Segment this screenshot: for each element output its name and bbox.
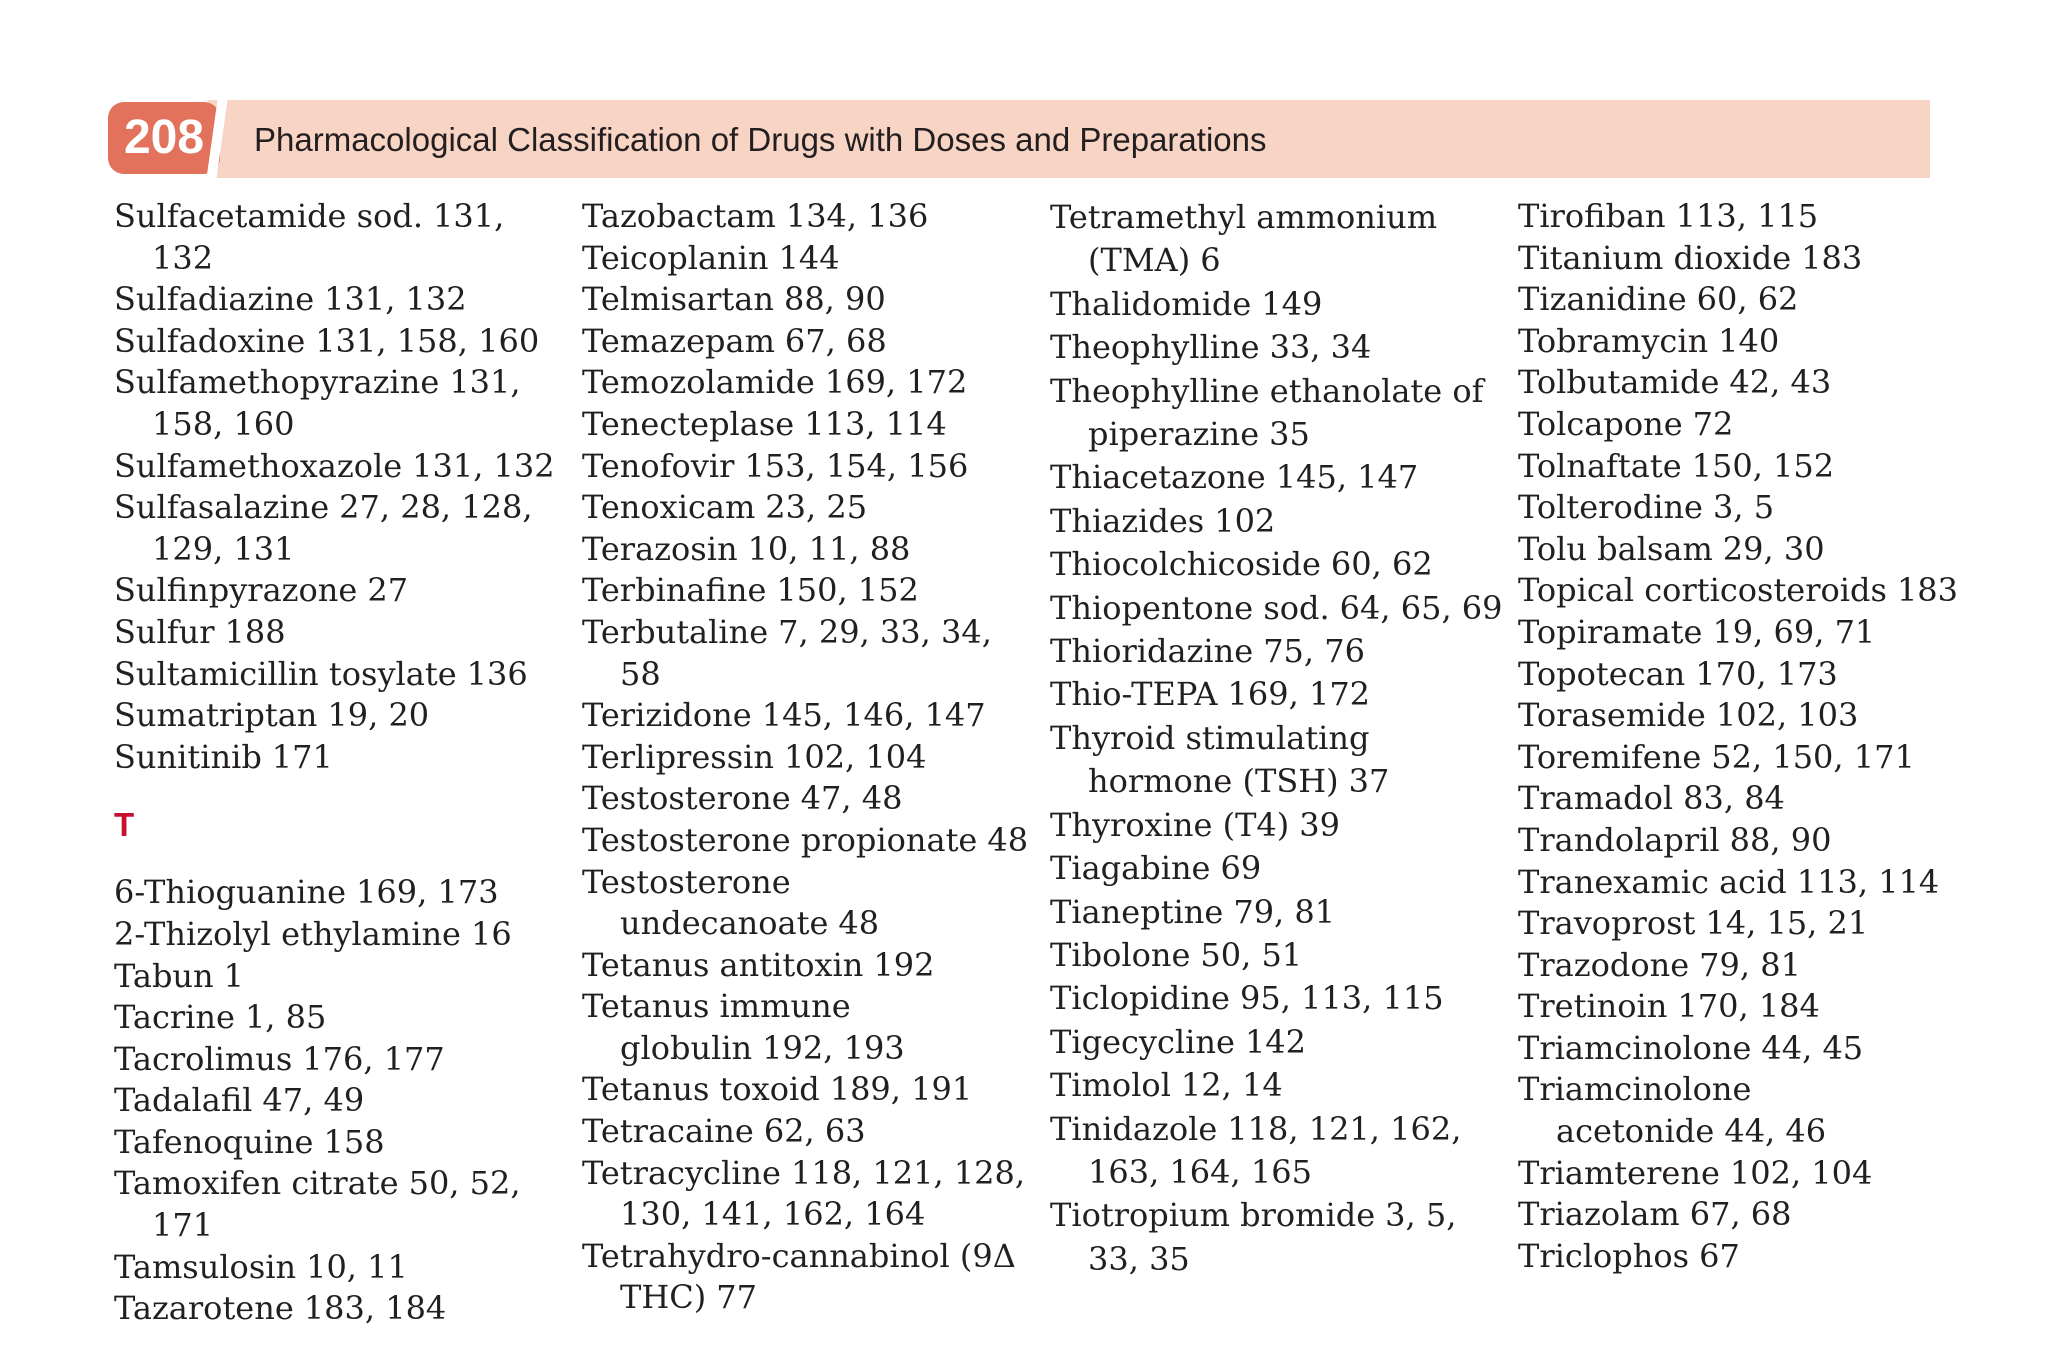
index-page-refs: 47, 49 [262, 1081, 365, 1120]
index-entry [114, 914, 574, 956]
index-entry [114, 362, 574, 445]
index-entry [1518, 862, 1978, 904]
index-page-refs: 95, 113, 115 [1239, 979, 1444, 1018]
index-page-refs: 140 [1718, 321, 1780, 360]
index-term: Triamterene [1518, 1153, 1720, 1192]
index-entry [582, 529, 1042, 571]
index-page-refs: 102, 103 [1715, 696, 1859, 735]
index-entry [582, 404, 1042, 446]
index-term: Tiotropium bromide [1050, 1196, 1376, 1235]
index-page-refs: 113, 114 [804, 404, 947, 443]
index-page-refs: 77 [716, 1278, 757, 1317]
index-column-1 [114, 196, 574, 1330]
index-term: Toremifene [1518, 737, 1702, 776]
index-page-refs: 169, 172 [1227, 675, 1371, 714]
index-page-refs: 27 [367, 571, 409, 610]
index-term: Triamcinolone [1518, 1028, 1752, 1067]
index-term: Titanium dioxide [1518, 238, 1792, 277]
index-page-refs: 170, 173 [1695, 654, 1838, 693]
index-page-refs: 44, 46 [1724, 1112, 1827, 1151]
index-term: Terlipressin [582, 737, 774, 776]
index-entry [114, 487, 574, 570]
index-term: Teicoplanin [582, 238, 769, 277]
index-term: Tamoxifen citrate [114, 1164, 399, 1203]
index-page-refs: 88, 90 [783, 280, 886, 319]
index-term: Tazarotene [114, 1289, 294, 1328]
index-term: Torasemide [1518, 696, 1706, 735]
index-page-refs: 29, 30 [1722, 529, 1825, 568]
index-term: Sultamicillin tosylate [114, 654, 457, 693]
index-entry [114, 570, 574, 612]
index-term: Thiazides [1050, 501, 1205, 540]
index-term: Testosterone propionate [582, 820, 978, 859]
index-page-refs: 192 [873, 945, 935, 984]
index-page-refs: 10, 11 [306, 1247, 408, 1286]
index-page-refs: 150, 152 [1691, 446, 1835, 485]
index-page-refs: 118, 121, 128, 130, 141, 162, 164 [620, 1153, 1026, 1234]
index-entry [114, 737, 574, 779]
index-term: Thyroxine (T4) [1050, 805, 1290, 844]
index-page-refs: 79, 81 [1233, 892, 1336, 931]
index-entry [1050, 543, 1510, 586]
index-entry [1518, 820, 1978, 862]
index-entry [1050, 934, 1510, 977]
index-entry [1518, 778, 1978, 820]
index-term: Topical corticosteroids [1518, 571, 1887, 610]
index-entry [1518, 986, 1978, 1028]
index-entry [1518, 362, 1978, 404]
index-page-refs: 118, 121, 162, 163, 164, 165 [1088, 1109, 1462, 1191]
index-term: Tetanus immune globulin [582, 987, 851, 1067]
index-entry [1518, 238, 1978, 280]
index-term: Sulfasalazine [114, 488, 330, 527]
index-term: Topiramate [1518, 612, 1703, 651]
index-page-refs: 131, 158, 160 [152, 363, 521, 443]
index-entry [1518, 1153, 1978, 1195]
index-page-refs: 1, 85 [244, 998, 327, 1037]
index-term: Thiocolchicoside [1050, 545, 1321, 584]
index-term: Tolu balsam [1518, 529, 1713, 568]
index-term: Tobramycin [1518, 321, 1709, 360]
index-term: Tetanus antitoxin [582, 945, 864, 984]
index-term: Ticlopidine [1050, 979, 1230, 1018]
index-page-refs: 189, 191 [829, 1070, 973, 1109]
index-page-refs: 16 [470, 914, 512, 953]
index-term: Triamcinolone acetonide [1518, 1070, 1752, 1151]
index-page-refs: 171 [271, 737, 333, 776]
index-entry [582, 321, 1042, 363]
index-entry [1518, 570, 1978, 612]
index-page-refs: 88, 90 [1729, 820, 1832, 859]
index-page-refs: 149 [1261, 284, 1323, 323]
index-page-refs: 102 [1214, 501, 1276, 540]
index-page-refs: 35 [1269, 415, 1310, 454]
index-term: Tramadol [1518, 779, 1674, 818]
index-term: Tizanidine [1518, 280, 1687, 319]
index-entry [114, 1288, 574, 1330]
index-page-refs: 102, 104 [1729, 1153, 1873, 1192]
index-term: Tolnaftate [1518, 446, 1682, 485]
index-page-refs: 150, 152 [776, 571, 919, 610]
index-entry [114, 1247, 574, 1289]
index-entry [1518, 654, 1978, 696]
index-page-refs: 153, 154, 156 [744, 446, 969, 485]
index-entry [1518, 529, 1978, 571]
index-entry [582, 1153, 1042, 1236]
index-page-refs: 64, 65, 69 [1339, 588, 1503, 627]
index-entry [114, 654, 574, 696]
index-entry [582, 446, 1042, 488]
index-term: Tretinoin [1518, 987, 1668, 1026]
index-entries-t [114, 872, 574, 1330]
index-entry [114, 612, 574, 654]
index-page-refs: 60, 62 [1696, 280, 1799, 319]
index-entry [582, 862, 1042, 945]
index-term: Tranexamic acid [1518, 862, 1787, 901]
index-entry [1518, 279, 1978, 321]
index-page-refs: 48 [838, 904, 880, 943]
index-term: Theophylline [1050, 328, 1260, 367]
index-entry [1050, 283, 1510, 326]
index-entry [582, 986, 1042, 1069]
index-term: Tetanus toxoid [582, 1070, 820, 1109]
index-entry [1050, 500, 1510, 543]
index-entry [1518, 1194, 1978, 1236]
index-page-refs: 19, 20 [327, 696, 430, 735]
index-entry [582, 196, 1042, 238]
index-term: Tafenoquine [114, 1122, 314, 1161]
index-page-refs: 39 [1299, 805, 1340, 844]
index-entry [114, 1039, 574, 1081]
index-term: Tianeptine [1050, 892, 1224, 931]
index-page-refs: 72 [1692, 404, 1734, 443]
index-entry [582, 1111, 1042, 1153]
letter-heading-t: T [114, 806, 135, 844]
running-header-title: Pharmacological Classification of Drugs with Doses and Preparations [254, 121, 1267, 158]
index-page-refs: 192, 193 [762, 1028, 905, 1067]
index-term: Sulfamethopyrazine [114, 363, 440, 402]
index-entry [114, 956, 574, 998]
index-term: Terbinafine [582, 571, 767, 610]
index-entry [582, 612, 1042, 695]
index-entry [1050, 587, 1510, 630]
index-entry [1518, 903, 1978, 945]
index-page-refs: 3, 5, 33, 35 [1088, 1196, 1457, 1278]
index-entry [1518, 612, 1978, 654]
index-term: Tazobactam [582, 197, 776, 235]
index-page-refs: 69 [1220, 849, 1262, 888]
index-term: Triclophos [1518, 1236, 1690, 1275]
index-entry [1518, 1069, 1978, 1152]
index-page-refs: 67, 68 [1689, 1195, 1792, 1234]
index-term: Thiacetazone [1050, 458, 1266, 497]
index-entry [582, 279, 1042, 321]
index-page-refs: 183, 184 [303, 1289, 447, 1328]
index-entry [114, 1080, 574, 1122]
index-term: Tabun [114, 956, 214, 995]
index-term: Testosterone [582, 779, 791, 818]
index-page-refs: 62, 63 [763, 1112, 866, 1151]
index-entry [114, 872, 574, 914]
index-term: Tolbutamide [1518, 363, 1720, 402]
index-term: Tetracycline [582, 1153, 781, 1192]
page-number-badge: 208 [108, 102, 220, 174]
index-entry [582, 945, 1042, 987]
index-term: Tigecycline [1050, 1022, 1235, 1061]
index-page-refs: 14, 15, 21 [1705, 904, 1869, 943]
index-term: Temazepam [582, 321, 775, 360]
index-entry [114, 321, 574, 363]
index-entry [1050, 326, 1510, 369]
index-page-refs: 113, 114 [1796, 862, 1940, 901]
index-term: Terizidone [582, 696, 752, 735]
index-term: Sunitinib [114, 737, 262, 776]
index-page-refs: 79, 81 [1699, 945, 1801, 984]
index-entry [1050, 1108, 1510, 1195]
index-entry [1518, 404, 1978, 446]
index-page-refs: 176, 177 [302, 1039, 445, 1078]
index-entry [1518, 695, 1978, 737]
index-entry [114, 279, 574, 321]
index-term: Sumatriptan [114, 696, 318, 735]
index-term: Theophylline ethanolate of piperazine [1050, 371, 1484, 454]
index-entry [582, 487, 1042, 529]
index-entry [114, 1163, 574, 1246]
index-term: Sulfadiazine [114, 280, 315, 319]
index-entry [1050, 891, 1510, 934]
index-term: Tadalafil [114, 1081, 253, 1120]
index-term: Topotecan [1518, 654, 1686, 693]
index-term: Thioridazine [1050, 632, 1254, 671]
index-page-refs: 169, 173 [356, 873, 499, 912]
index-entry [1518, 737, 1978, 779]
index-term: Tolcapone [1518, 404, 1683, 443]
index-page-refs: 144 [778, 238, 840, 277]
index-entry [1050, 456, 1510, 499]
index-page-refs: 7, 29, 33, 34, 58 [620, 612, 992, 693]
index-term: Thyroid stimulating hormone (TSH) [1050, 718, 1370, 801]
index-entry [582, 1069, 1042, 1111]
index-page-refs: 145, 146, 147 [761, 696, 986, 735]
index-entry [1518, 446, 1978, 488]
index-term: 6-Thioguanine [114, 873, 347, 912]
index-page-refs: 3, 5 [1712, 488, 1775, 527]
index-page-refs: 158 [323, 1122, 385, 1161]
index-page-refs: 102, 104 [783, 737, 927, 776]
index-page-refs: 136 [466, 654, 528, 693]
index-term: Thio-TEPA [1050, 675, 1218, 714]
index-page-refs: 50, 51 [1200, 935, 1303, 974]
index-entry [582, 737, 1042, 779]
index-page-refs: 145, 147 [1275, 458, 1419, 497]
index-term: Sulfamethoxazole [114, 446, 403, 485]
index-term: Tamsulosin [114, 1247, 297, 1286]
index-term: Sulfinpyrazone [114, 571, 358, 610]
index-page-refs: 134, 136 [785, 197, 929, 235]
index-term: Tibolone [1050, 935, 1191, 974]
index-term: Testosterone undecanoate [582, 862, 829, 943]
index-term: Triazolam [1518, 1195, 1680, 1234]
index-entry [1050, 1064, 1510, 1107]
index-term: Sulfadoxine [114, 321, 306, 360]
index-entry [1050, 847, 1510, 890]
index-page-refs: 188 [224, 612, 286, 651]
index-page-refs: 27, 28, 128, 129, 131 [152, 488, 533, 568]
index-page-refs: 1 [223, 956, 244, 995]
index-term: Tiagabine [1050, 849, 1211, 888]
index-entry [1050, 370, 1510, 457]
index-term: Timolol [1050, 1066, 1171, 1105]
index-entry [582, 820, 1042, 862]
index-term: Tacrolimus [114, 1039, 293, 1078]
index-term: Sulfur [114, 612, 215, 651]
index-page-refs: 67 [1699, 1236, 1740, 1275]
index-entries-s [114, 196, 574, 778]
index-term: 2-Thizolyl ethylamine [114, 914, 461, 953]
index-term: Trazodone [1518, 945, 1690, 984]
index-page-refs: 10, 11, 88 [747, 529, 911, 568]
index-entry [1050, 1021, 1510, 1064]
index-page-refs: 12, 14 [1180, 1066, 1283, 1105]
index-entry [582, 695, 1042, 737]
index-term: Tirofiban [1518, 197, 1666, 235]
index-entry [1050, 630, 1510, 673]
index-column-2 [582, 196, 1042, 1319]
index-entry [1050, 717, 1510, 804]
index-entry [1050, 977, 1510, 1020]
index-term: Tacrine [114, 998, 235, 1037]
index-term: Thiopentone sod. [1050, 588, 1330, 627]
index-page-refs: 33, 34 [1269, 328, 1372, 367]
index-term: Tenoxicam [582, 488, 756, 527]
index-entry [582, 362, 1042, 404]
index-term: Tetracaine [582, 1112, 754, 1151]
index-page-refs: 50, 52, 171 [152, 1164, 521, 1245]
index-term: Tetrahydro-cannabinol (9Δ THC) [582, 1236, 1016, 1317]
index-term: Telmisartan [582, 280, 774, 319]
index-page-refs: 142 [1244, 1022, 1307, 1061]
index-page-refs: 67, 68 [784, 321, 887, 360]
index-entry [1050, 196, 1510, 283]
index-page-refs: 75, 76 [1263, 632, 1365, 671]
index-page-refs: 42, 43 [1729, 363, 1832, 402]
index-entry [114, 695, 574, 737]
index-page-refs: 113, 115 [1675, 197, 1819, 235]
index-entry [1518, 1236, 1978, 1278]
index-entry [582, 778, 1042, 820]
index-entry [114, 1122, 574, 1164]
index-column-4 [1518, 196, 1978, 1277]
index-page-refs: 183 [1801, 238, 1863, 277]
index-entry [1518, 196, 1978, 238]
index-term: Thalidomide [1050, 284, 1252, 323]
index-entry [114, 196, 574, 279]
index-entry [582, 238, 1042, 280]
index-term: Tinidazole [1050, 1109, 1218, 1148]
index-entry [1050, 804, 1510, 847]
index-page-refs: 169, 172 [824, 363, 968, 402]
index-page-refs: 48 [987, 820, 1029, 859]
index-page-refs: 131, 132 [324, 280, 467, 319]
index-term: Travoprost [1518, 904, 1696, 943]
index-page-refs: 19, 69, 71 [1712, 612, 1876, 651]
index-entry [582, 1236, 1042, 1319]
index-page-refs: 131, 158, 160 [315, 321, 540, 360]
index-term: Tenecteplase [582, 404, 795, 443]
index-column-3 [1050, 196, 1510, 1281]
index-entry [114, 446, 574, 488]
index-page-refs: 44, 45 [1761, 1028, 1864, 1067]
index-page-refs: 6 [1200, 241, 1221, 280]
index-term: Sulfacetamide sod. [114, 197, 423, 235]
index-page-refs: 60, 62 [1330, 545, 1433, 584]
index-term: Temozolamide [582, 363, 815, 402]
index-term: Trandolapril [1518, 820, 1720, 859]
index-term: Tetramethyl ammonium (TMA) [1050, 198, 1438, 280]
index-entry [1050, 673, 1510, 716]
index-page-refs: 52, 150, 171 [1711, 737, 1915, 776]
index-page-refs: 131, 132 [152, 197, 505, 277]
index-page-refs: 47, 48 [800, 779, 903, 818]
index-entry [582, 570, 1042, 612]
index-term: Tolterodine [1518, 488, 1703, 527]
index-entry [1518, 1028, 1978, 1070]
index-entry [1050, 1194, 1510, 1281]
index-page-refs: 183 [1896, 571, 1959, 610]
index-page-refs: 23, 25 [765, 488, 868, 527]
index-entry [1518, 321, 1978, 363]
index-page-refs: 37 [1348, 762, 1390, 801]
index-entry [114, 997, 574, 1039]
index-page-refs: 170, 184 [1677, 987, 1820, 1026]
index-term: Terbutaline [582, 612, 769, 651]
index-page-refs: 131, 132 [412, 446, 555, 485]
index-term: Terazosin [582, 529, 738, 568]
index-entry [1518, 945, 1978, 987]
index-term: Tenofovir [582, 446, 735, 485]
index-entry [1518, 487, 1978, 529]
index-page-refs: 83, 84 [1683, 779, 1785, 818]
